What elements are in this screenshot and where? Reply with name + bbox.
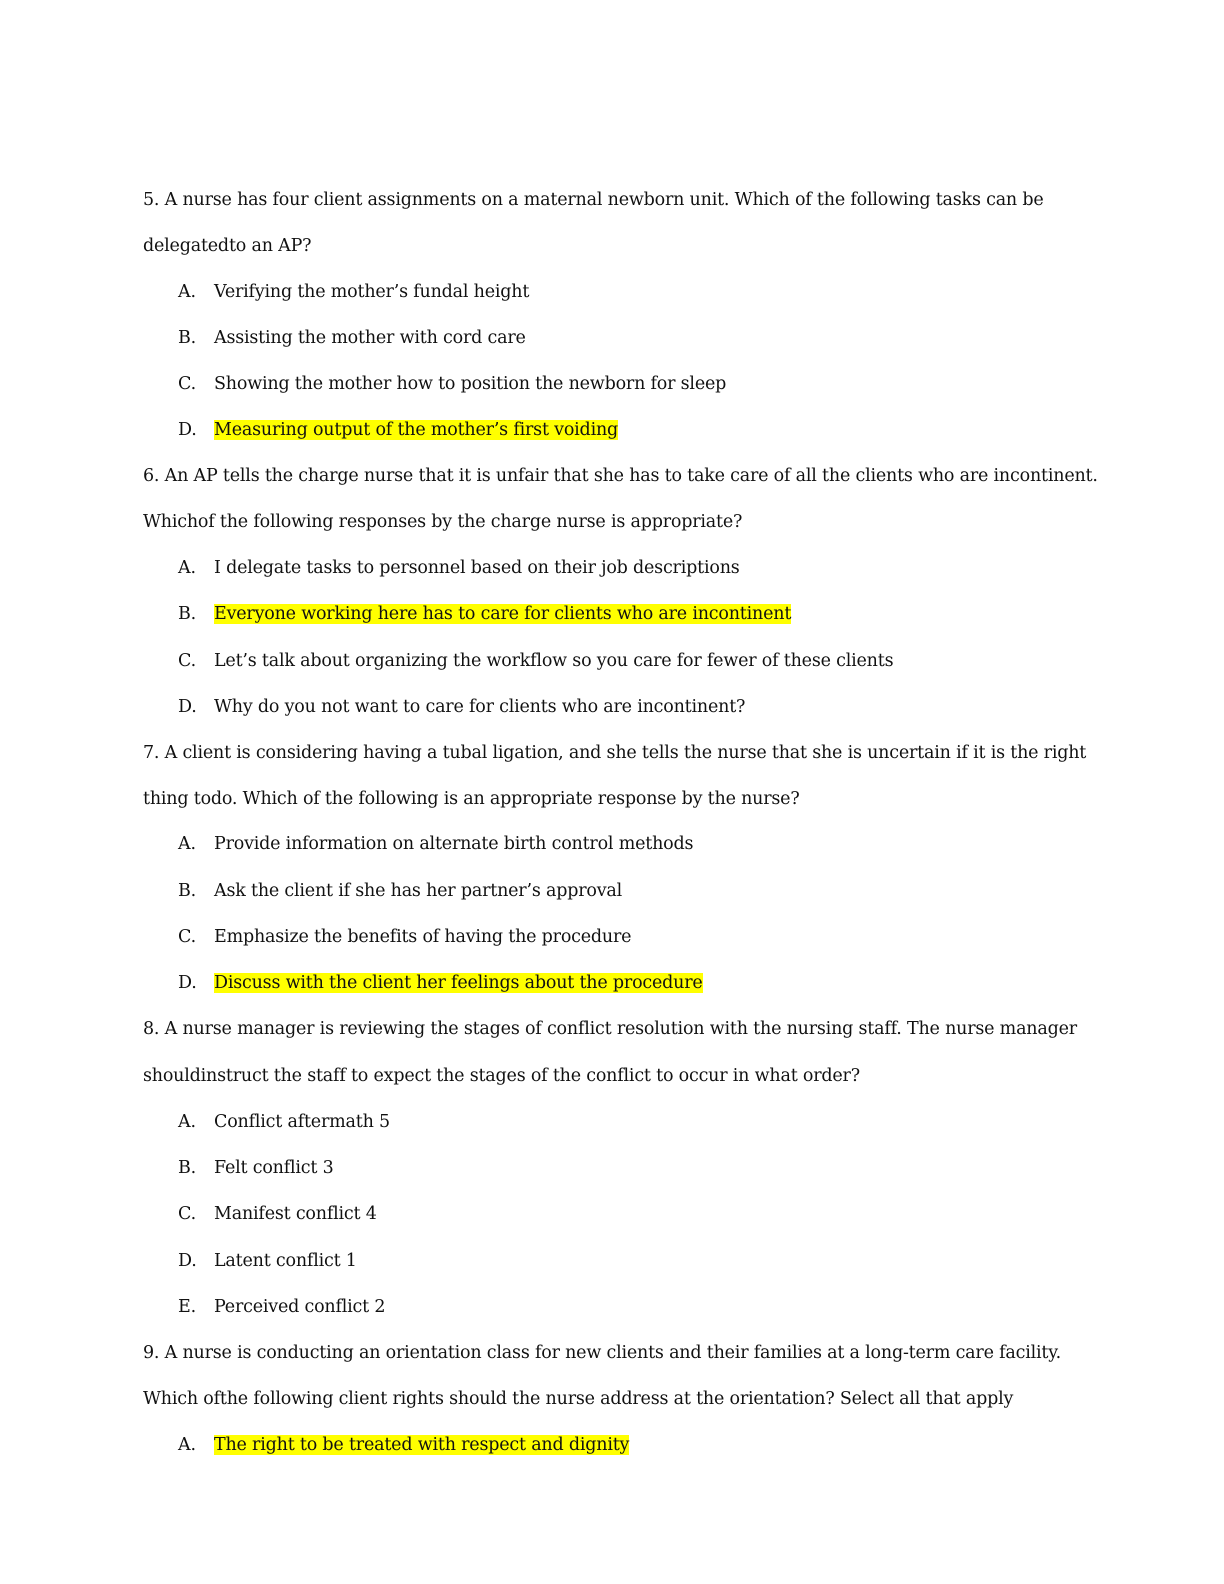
option-text: Assisting the mother with cord care [214, 328, 526, 348]
question-5-option-d [178, 418, 618, 442]
option-letter: C. [178, 374, 196, 394]
option-letter: B. [178, 1158, 197, 1178]
highlighted-answer: The right to be treated with respect and dignity [214, 1435, 630, 1455]
option-letter: D. [178, 420, 197, 440]
question-6-option-c [178, 649, 893, 673]
option-text: Showing the mother how to position the newborn for sleep [214, 374, 727, 394]
question-6-line-2: Whichof the following responses by the charge nurse is appropriate? [143, 512, 743, 532]
question-9-line-2: Which ofthe following client rights should the nurse address at the orientation? Select all that apply [143, 1389, 1014, 1409]
question-7-option-c [178, 925, 631, 949]
question-5-option-b [178, 326, 526, 350]
option-letter: B. [178, 604, 197, 624]
question-8-option-a [178, 1110, 390, 1134]
option-text: Latent conflict 1 [214, 1251, 357, 1271]
highlighted-answer: Discuss with the client her feelings about the procedure [214, 973, 703, 993]
option-letter: A. [178, 1435, 196, 1455]
option-text: I delegate tasks to personnel based on their job descriptions [214, 558, 740, 578]
option-letter: A. [178, 1112, 196, 1132]
option-letter: C. [178, 927, 196, 947]
option-text: Provide information on alternate birth control methods [214, 834, 694, 854]
question-7-option-b [178, 879, 622, 903]
question-9-option-a [178, 1433, 629, 1457]
question-8-option-e [178, 1295, 385, 1319]
question-7-line-2: thing todo. Which of the following is an appropriate response by the nurse? [143, 789, 800, 809]
option-letter: E. [178, 1297, 196, 1317]
question-7-line-1: 7. A client is considering having a tubal ligation, and she tells the nurse that she is uncertain if it is the right [143, 743, 1087, 763]
question-5-line-2: delegatedto an AP? [143, 236, 312, 256]
option-letter: B. [178, 328, 197, 348]
question-9-line-1: 9. A nurse is conducting an orientation class for new clients and their families at a long-term care facility. [143, 1343, 1061, 1363]
option-text: Perceived conflict 2 [214, 1297, 386, 1317]
option-text: Why do you not want to care for clients who are incontinent? [214, 697, 746, 717]
question-6-option-d [178, 695, 745, 719]
option-text: Verifying the mother’s fundal height [214, 282, 530, 302]
option-letter: A. [178, 282, 196, 302]
option-letter: C. [178, 1204, 196, 1224]
question-8-option-c [178, 1202, 377, 1226]
question-5-option-c [178, 372, 726, 396]
question-6-option-a [178, 556, 740, 580]
highlighted-answer: Measuring output of the mother’s first voiding [214, 420, 619, 440]
question-8-line-2: shouldinstruct the staff to expect the stages of the conflict to occur in what order? [143, 1066, 860, 1086]
option-letter: A. [178, 558, 196, 578]
option-text: Conflict aftermath 5 [214, 1112, 390, 1132]
option-text: Felt conflict 3 [214, 1158, 334, 1178]
option-text: Ask the client if she has her partner’s approval [214, 881, 623, 901]
question-5-line-1: 5. A nurse has four client assignments on a maternal newborn unit. Which of the following tasks can be [143, 190, 1044, 210]
option-text: Manifest conflict 4 [214, 1204, 377, 1224]
question-5-option-a [178, 280, 529, 304]
question-8-option-b [178, 1156, 334, 1180]
option-text: Emphasize the benefits of having the procedure [214, 927, 632, 947]
question-8-line-1: 8. A nurse manager is reviewing the stages of conflict resolution with the nursing staff. The nurse manager [143, 1019, 1077, 1039]
question-6-option-b [178, 602, 791, 626]
option-letter: D. [178, 697, 197, 717]
option-letter: A. [178, 834, 196, 854]
option-text: Let’s talk about organizing the workflow so you care for fewer of these clients [214, 651, 894, 671]
question-7-option-d [178, 971, 703, 995]
question-6-line-1: 6. An AP tells the charge nurse that it is unfair that she has to take care of all the clients who are incontinent. [143, 466, 1098, 486]
option-letter: B. [178, 881, 197, 901]
question-7-option-a [178, 832, 693, 856]
question-8-option-d [178, 1249, 357, 1273]
highlighted-answer: Everyone working here has to care for clients who are incontinent [214, 604, 792, 624]
option-letter: D. [178, 1251, 197, 1271]
option-letter: C. [178, 651, 196, 671]
option-letter: D. [178, 973, 197, 993]
